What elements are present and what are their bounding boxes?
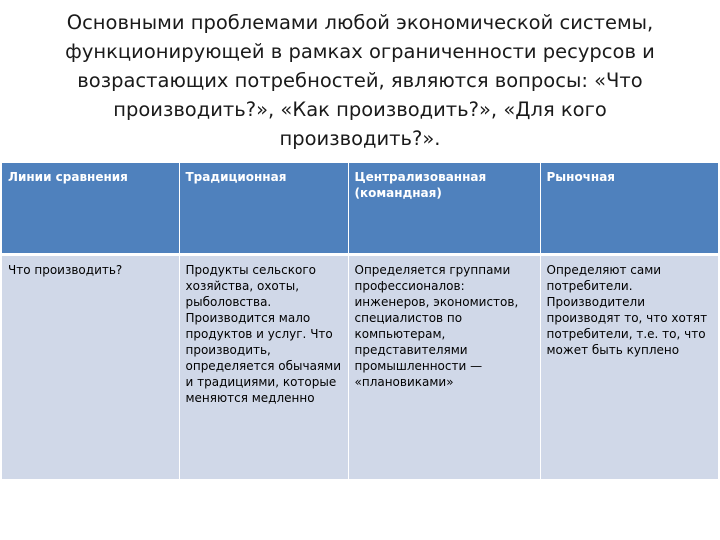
table-cell: Что производить?	[2, 255, 179, 480]
table-cell: Определяют сами потребители. Производители производят то, что хотят потребители, т.е. то, что может быть куплено	[540, 255, 718, 480]
title-line: производить?».	[279, 127, 441, 150]
header-cell-traditional: Традиционная	[179, 163, 348, 255]
title-line: функционирующей в рамках ограниченности ресурсов и	[65, 40, 655, 63]
table-header-row	[2, 163, 718, 255]
header-cell-command: Централизованная (командная)	[348, 163, 540, 255]
title-line: Основными проблемами любой экономической системы,	[66, 11, 654, 34]
title-line: производить?», «Как производить?», «Для кого	[113, 98, 607, 121]
table-cell: Продукты сельского хозяйства, охоты, рыболовства. Производится мало продуктов и услуг. Что производить, определяется обычаями и традициями, которые меняются медленно	[179, 255, 348, 480]
header-cell-comparison-lines: Линии сравнения	[2, 163, 179, 255]
comparison-table	[2, 163, 718, 479]
table-row	[2, 255, 718, 480]
title-line: возрастающих потребностей, являются вопросы: «Что	[77, 69, 643, 92]
slide-title	[20, 8, 700, 153]
table-cell: Определяется группами профессионалов: инженеров, экономистов, специалистов по компьютерам, представителями промышленности — «плановиками»	[348, 255, 540, 480]
header-cell-market: Рыночная	[540, 163, 718, 255]
